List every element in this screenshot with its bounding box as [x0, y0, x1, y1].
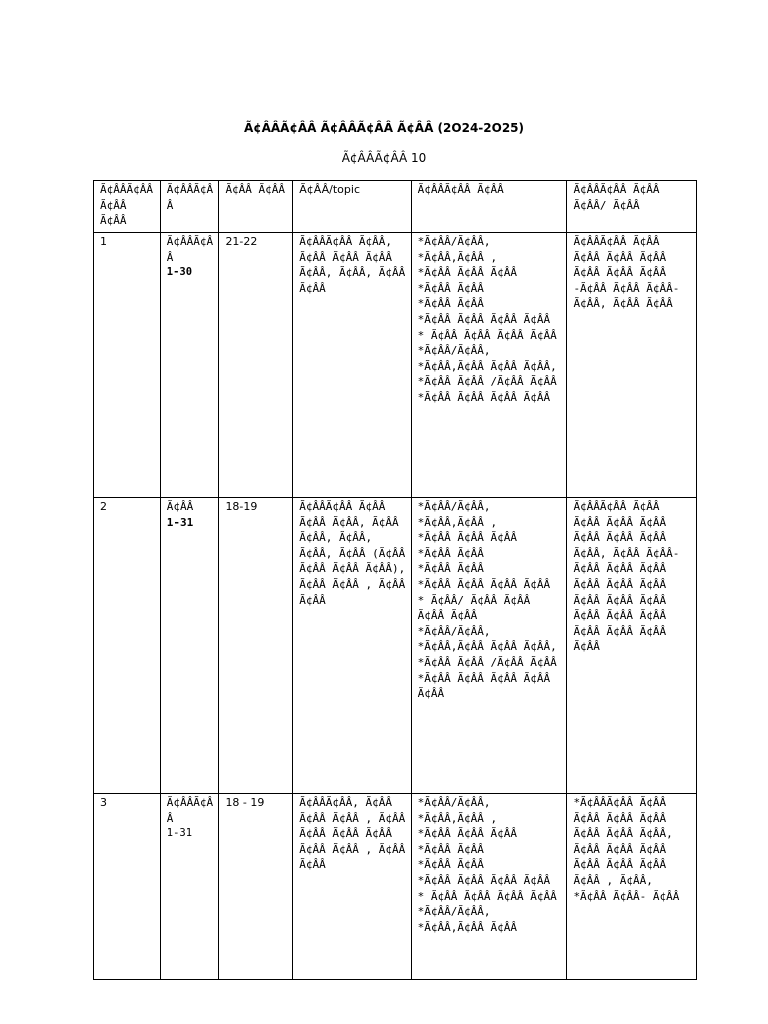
header-working-days: Ã¢ÂÂ Ã¢ÂÂ	[219, 181, 293, 233]
activity-line: *Ã¢ÂÂ Ã¢ÂÂ Ã¢ÂÂ Ã¢ÂÂ	[417, 873, 551, 887]
activity-line: *Ã¢ÂÂ Ã¢ÂÂ /Ã¢ÂÂ Ã¢ÂÂ	[417, 655, 557, 669]
class-label: Ã¢ÂÂÃ¢ÂÂ 10	[341, 151, 427, 165]
activity-line: *Ã¢ÂÂ Ã¢ÂÂ Ã¢ÂÂ Ã¢ÂÂ	[417, 312, 551, 326]
syllabus-table	[93, 180, 697, 980]
activity-line: *Ã¢ÂÂ Ã¢ÂÂ /Ã¢ÂÂ Ã¢ÂÂ	[417, 375, 557, 389]
cell-working-days: 21-22	[219, 233, 293, 498]
cell-topic: Ã¢ÂÂÃ¢ÂÂ, Ã¢ÂÂ Ã¢ÂÂ Ã¢ÂÂ , Ã¢ÂÂ Ã¢ÂÂ Ã¢ÂÂ Ã¢ÂÂ Ã¢ÂÂ Ã¢ÂÂ , Ã¢ÂÂ Ã¢ÂÂ	[293, 794, 411, 980]
header-month: Ã¢ÂÂÃ¢ÂÂ	[160, 181, 219, 233]
activity-line: * Ã¢ÂÂ Ã¢ÂÂ Ã¢ÂÂ Ã¢ÂÂ *Ã¢ÂÂ/Ã¢ÂÂ,	[417, 889, 557, 919]
table-header-row	[94, 181, 697, 233]
activity-line: *Ã¢ÂÂ,Ã¢ÂÂ ,	[417, 515, 498, 529]
cell-working-days: 18 - 19	[219, 794, 293, 980]
header-learning-outcomes: Ã¢ÂÂÃ¢ÂÂ Ã¢ÂÂ Ã¢ÂÂ/ Ã¢ÂÂ	[567, 181, 697, 233]
cell-learning-outcomes: *Ã¢ÂÂÃ¢ÂÂ Ã¢ÂÂ Ã¢ÂÂ Ã¢ÂÂ Ã¢ÂÂ Ã¢ÂÂ Ã¢ÂÂ Ã¢ÂÂ, Ã¢ÂÂ Ã¢ÂÂ Ã¢ÂÂ Ã¢ÂÂ Ã¢ÂÂ Ã¢ÂÂ Ã¢ÂÂ , Ã¢ÂÂ, *Ã¢ÂÂ Ã¢ÂÂ- Ã¢ÂÂ	[567, 794, 697, 980]
activity-line: *Ã¢ÂÂ/Ã¢ÂÂ,	[417, 500, 491, 513]
cell-activities	[411, 498, 567, 794]
activity-line: *Ã¢ÂÂ/Ã¢ÂÂ,	[417, 796, 491, 809]
cell-month	[160, 233, 219, 498]
cell-learning-outcomes: Ã¢ÂÂÃ¢ÂÂ Ã¢ÂÂ Ã¢ÂÂ Ã¢ÂÂ Ã¢ÂÂ Ã¢ÂÂ Ã¢ÂÂ Ã¢ÂÂ Ã¢ÂÂ, Ã¢ÂÂ Ã¢ÂÂ- Ã¢ÂÂ Ã¢ÂÂ Ã¢ÂÂ Ã¢ÂÂ Ã¢ÂÂ Ã¢ÂÂ Ã¢ÂÂ Ã¢ÂÂ Ã¢ÂÂ Ã¢ÂÂ Ã¢ÂÂ Ã¢ÂÂ Ã¢ÂÂ Ã¢ÂÂ Ã¢ÂÂ Ã¢ÂÂ	[567, 498, 697, 794]
month-name: Ã¢ÂÂÃ¢ÂÂ	[166, 235, 214, 264]
cell-topic: Ã¢ÂÂÃ¢ÂÂ Ã¢ÂÂ Ã¢ÂÂ Ã¢ÂÂ, Ã¢ÂÂ Ã¢ÂÂ, Ã¢ÂÂ, Ã¢ÂÂ, Ã¢ÂÂ (Ã¢ÂÂ Ã¢ÂÂ Ã¢ÂÂ Ã¢ÂÂ), Ã¢ÂÂ Ã¢ÂÂ , Ã¢ÂÂ Ã¢ÂÂ	[293, 498, 411, 794]
activity-line: *Ã¢ÂÂ,Ã¢ÂÂ Ã¢ÂÂ	[417, 920, 517, 934]
month-dates: 1-30	[166, 266, 193, 279]
activity-line: *Ã¢ÂÂ/Ã¢ÂÂ,	[417, 624, 491, 638]
activity-line: * Ã¢ÂÂ/ Ã¢ÂÂ Ã¢ÂÂ Ã¢ÂÂ Ã¢ÂÂ	[417, 593, 531, 623]
month-name: Ã¢ÂÂÃ¢ÂÂ	[166, 796, 214, 825]
month-dates: 1-31	[166, 515, 194, 529]
cell-month	[160, 794, 219, 980]
activity-line: *Ã¢ÂÂ Ã¢ÂÂ	[417, 858, 484, 872]
table-row	[94, 233, 697, 498]
activity-line: *Ã¢ÂÂ/Ã¢ÂÂ,	[417, 235, 491, 248]
header-topic: Ã¢ÂÂ/topic	[293, 181, 411, 233]
activity-line: *Ã¢ÂÂ Ã¢ÂÂ Ã¢ÂÂ	[417, 266, 517, 280]
activity-line: *Ã¢ÂÂ,Ã¢ÂÂ Ã¢ÂÂ Ã¢ÂÂ,	[417, 359, 557, 373]
activity-line: *Ã¢ÂÂ Ã¢ÂÂ	[417, 281, 484, 295]
header-serial: Ã¢ÂÂÃ¢ÂÂÃ¢ÂÂ Ã¢ÂÂ	[94, 181, 161, 233]
activity-line: *Ã¢ÂÂ Ã¢ÂÂ	[417, 297, 484, 311]
cell-learning-outcomes: Ã¢ÂÂÃ¢ÂÂ Ã¢ÂÂ Ã¢ÂÂ Ã¢ÂÂ Ã¢ÂÂ Ã¢ÂÂ Ã¢ÂÂ Ã¢ÂÂ -Ã¢ÂÂ Ã¢ÂÂ Ã¢ÂÂ-Ã¢ÂÂ, Ã¢ÂÂ Ã¢ÂÂ	[567, 233, 697, 498]
cell-activities	[411, 233, 567, 498]
activity-line: *Ã¢ÂÂ Ã¢ÂÂ Ã¢ÂÂ	[417, 531, 517, 545]
table-row	[94, 498, 697, 794]
cell-serial: 1	[94, 233, 161, 498]
activity-line: * Ã¢ÂÂ Ã¢ÂÂ Ã¢ÂÂ Ã¢ÂÂ *Ã¢ÂÂ/Ã¢ÂÂ,	[417, 328, 557, 358]
activity-line: *Ã¢ÂÂ Ã¢ÂÂ Ã¢ÂÂ Ã¢ÂÂ Ã¢ÂÂ	[417, 671, 551, 701]
document-title: Ã¢ÂÂÃ¢ÂÂ Ã¢ÂÂÃ¢ÂÂ Ã¢ÂÂ (2O24-2O25)	[243, 121, 525, 135]
cell-month	[160, 498, 219, 794]
cell-activities	[411, 794, 567, 980]
activity-line: *Ã¢ÂÂ,Ã¢ÂÂ Ã¢ÂÂ Ã¢ÂÂ,	[417, 640, 557, 654]
activity-line: *Ã¢ÂÂ Ã¢ÂÂ	[417, 546, 484, 560]
activity-line: *Ã¢ÂÂ Ã¢ÂÂ Ã¢ÂÂ	[417, 827, 517, 841]
activity-line: *Ã¢ÂÂ,Ã¢ÂÂ ,	[417, 250, 498, 264]
month-dates: 1-31	[166, 827, 193, 840]
activity-line: *Ã¢ÂÂ,Ã¢ÂÂ ,	[417, 811, 498, 825]
cell-serial: 2	[94, 498, 161, 794]
cell-topic: Ã¢ÂÂÃ¢ÂÂ Ã¢ÂÂ, Ã¢ÂÂ Ã¢ÂÂ Ã¢ÂÂ Ã¢ÂÂ, Ã¢ÂÂ, Ã¢ÂÂ Ã¢ÂÂ	[293, 233, 411, 498]
activity-line: *Ã¢ÂÂ Ã¢ÂÂ	[417, 562, 484, 576]
activity-line: *Ã¢ÂÂ Ã¢ÂÂ	[417, 842, 484, 856]
activity-line: *Ã¢ÂÂ Ã¢ÂÂ Ã¢ÂÂ Ã¢ÂÂ	[417, 577, 551, 591]
table-row	[94, 794, 697, 980]
header-activities: Ã¢ÂÂÃ¢ÂÂ Ã¢ÂÂ	[411, 181, 567, 233]
cell-serial: 3	[94, 794, 161, 980]
month-name: Ã¢ÂÂ	[166, 500, 194, 513]
cell-working-days: 18-19	[219, 498, 293, 794]
activity-line: *Ã¢ÂÂ Ã¢ÂÂ Ã¢ÂÂ Ã¢ÂÂ	[417, 390, 551, 404]
